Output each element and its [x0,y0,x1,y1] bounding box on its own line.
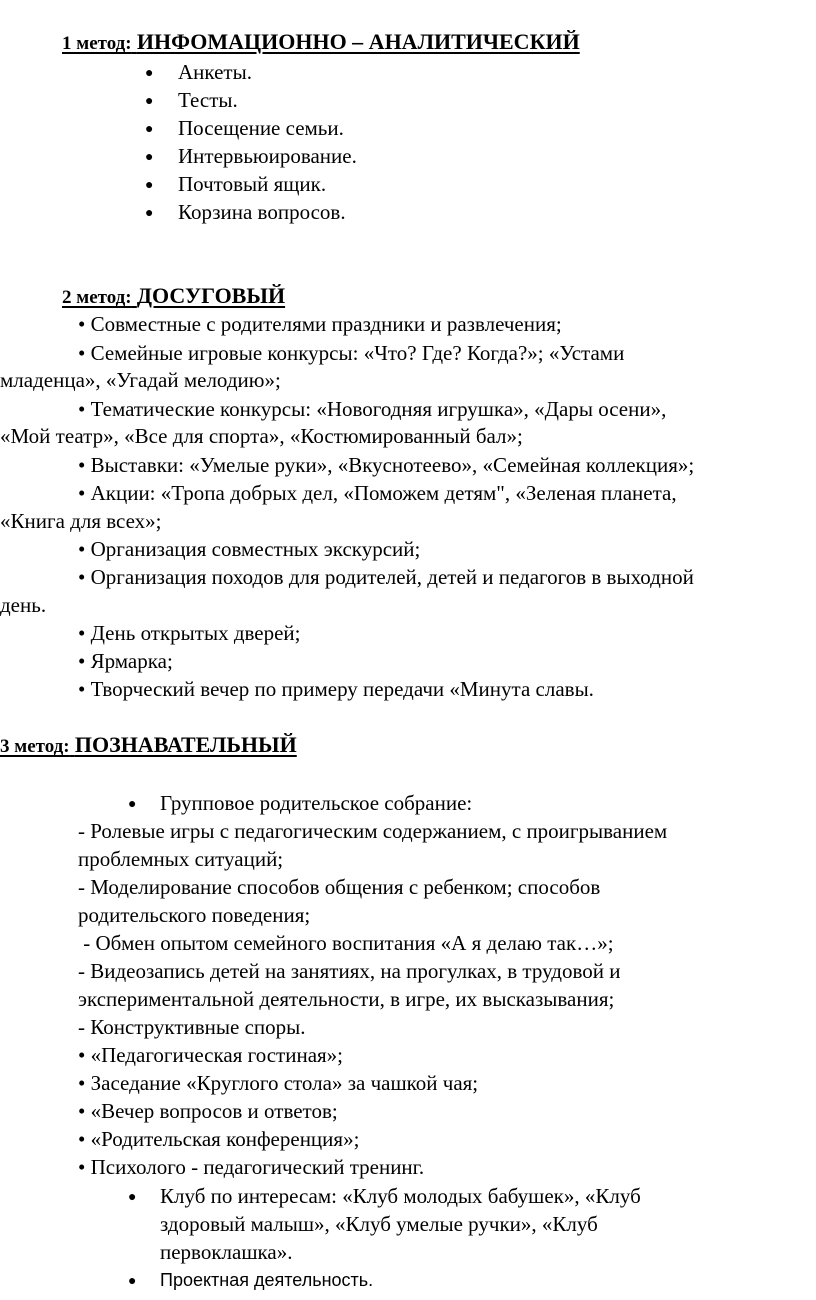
text-line: «Мой театр», «Все для спорта», «Костюмированный бал»; [0,424,523,448]
text-line: родительского поведения; [78,903,311,927]
text-line: «Книга для всех»; [0,509,162,533]
text-line: • Семейные игровые конкурсы: «Что? Где? Когда?»; «Устами [78,341,625,365]
text-line: экспериментальной деятельности, в игре, их высказывания; [78,987,615,1011]
text-line: • Тематические конкурсы: «Новогодняя игрушка», «Дары осени», [78,397,667,421]
list-item: Групповое родительское собрание: [160,791,473,815]
bullet-icon: ● [145,178,154,193]
text-line: • Заседание «Круглого стола» за чашкой чая; [78,1071,479,1095]
list-item-continuation: здоровый малыш», «Клуб умелые ручки», «Клуб [160,1212,598,1236]
text-line: • Творческий вечер по примеру передачи «Минута славы. [78,677,594,701]
method-3-heading [0,731,297,761]
text-line: день. [0,593,47,617]
text-line: проблемных ситуаций; [78,847,284,871]
bullet-icon: ● [145,206,154,221]
method-1-heading [62,28,580,58]
method-2-heading [62,282,285,312]
text-line: • «Педагогическая гостиная»; [78,1043,344,1067]
list-item: Проектная деятельность. [160,1270,374,1290]
bullet-icon: ● [128,1190,137,1205]
text-line: • «Родительская конференция»; [78,1127,360,1151]
method-3-title: ПОЗНАВАТЕЛЬНЫЙ [74,732,297,757]
method-2-title: ДОСУГОВЫЙ [136,283,286,308]
bullet-icon: ● [128,1274,137,1289]
text-line: - Обмен опытом семейного воспитания «А я делаю так…»; [78,931,614,955]
bullet-icon: ● [145,94,154,109]
bullet-icon: ● [145,150,154,165]
text-line: - Моделирование способов общения с ребенком; способов [78,875,601,899]
method-1-title: ИНФОМАЦИОННО – АНАЛИТИЧЕСКИЙ [136,29,580,54]
list-item: Посещение семьи. [178,116,344,140]
list-item: Корзина вопросов. [178,200,346,224]
list-item: Анкеты. [178,60,252,84]
text-line: • Совместные с родителями праздники и развлечения; [78,312,562,336]
list-item: Интервьюирование. [178,144,357,168]
bullet-icon: ● [145,122,154,137]
method-2-number: 2 метод: [62,287,132,308]
method-3-number: 3 метод: [0,736,70,757]
text-line: • Ярмарка; [78,649,173,673]
text-line: • День открытых дверей; [78,621,301,645]
list-item: Клуб по интересам: «Клуб молодых бабушек», «Клуб [160,1184,641,1208]
method-1-number: 1 метод: [62,33,132,54]
bullet-icon: ● [145,66,154,81]
text-line: младенца», «Угадай мелодию»; [0,368,281,392]
text-line: • Акции: «Тропа добрых дел, «Поможем детям", «Зеленая планета, [78,481,677,505]
text-line: - Видеозапись детей на занятиях, на прогулках, в трудовой и [78,959,621,983]
text-line: • Психолого - педагогический тренинг. [78,1155,425,1179]
list-item-continuation: первоклашка». [160,1240,293,1264]
text-line: • Выставки: «Умелые руки», «Вкуснотеево», «Семейная коллекция»; [78,453,695,477]
bullet-icon: ● [128,797,137,812]
text-line: • «Вечер вопросов и ответов; [78,1099,338,1123]
text-line: - Конструктивные споры. [78,1015,306,1039]
list-item: Почтовый ящик. [178,172,327,196]
text-line: • Организация совместных экскурсий; [78,537,421,561]
text-line: - Ролевые игры с педагогическим содержанием, с проигрыванием [78,819,668,843]
text-line: • Организация походов для родителей, детей и педагогов в выходной [78,565,694,589]
list-item: Тесты. [178,88,238,112]
